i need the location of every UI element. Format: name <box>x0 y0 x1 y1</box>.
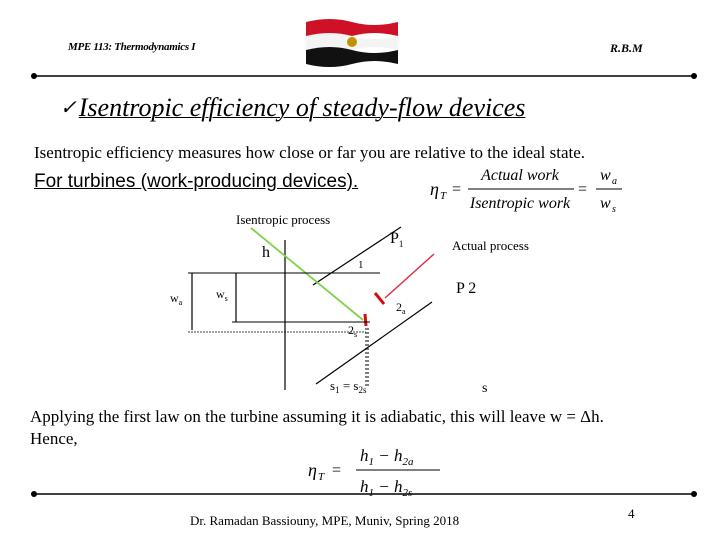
author-initials: R.B.M <box>610 41 643 55</box>
slide-title <box>60 93 525 123</box>
denominator-h: $h_1 - h_{2s}$ <box>360 477 413 499</box>
ws-symbol: w <box>600 195 611 212</box>
equals-sign-2: = <box>578 181 588 198</box>
hs-diagram <box>170 210 550 400</box>
numerator-h: $h_1 - h_{2a}$ <box>360 446 414 468</box>
eta-subscript-2: T <box>318 471 325 483</box>
p2-label: P 2 <box>456 280 477 297</box>
point-2a-label: $2_a$ <box>396 300 406 316</box>
equals-sign-3: = <box>332 462 342 479</box>
egypt-flag-icon <box>302 16 402 70</box>
checkmark-icon: ✓ <box>60 97 77 119</box>
ws-subscript: s <box>612 204 616 215</box>
first-law-paragraph: Applying the first law on the turbine assuming it is adiabatic, this will leave w = Δh. Hence, <box>30 407 604 448</box>
s1-equals-s2s-label: $s_1 = s_{2s}$ <box>330 378 367 395</box>
footer-credit: Dr. Ramadan Bassiouny, MPE, Muniv, Spring 2018 <box>190 513 460 528</box>
point-2s-label: $2_s$ <box>348 323 358 339</box>
header-divider <box>30 72 698 80</box>
denominator-text: Isentropic work <box>469 195 571 212</box>
wa-symbol: w <box>600 167 611 184</box>
h-axis-label: h <box>262 244 270 261</box>
ws-label: $w_s$ <box>216 287 228 303</box>
wa-subscript: a <box>612 176 617 187</box>
intro-paragraph: Isentropic efficiency measures how close or far you are relative to the ideal state. <box>34 143 586 162</box>
eta-symbol: η <box>430 179 439 199</box>
page-number: 4 <box>628 506 635 521</box>
point-1-label: 1 <box>358 259 364 271</box>
isentropic-process-label: Isentropic process <box>236 212 331 227</box>
footer-divider <box>30 490 698 498</box>
equals-sign: = <box>452 181 462 198</box>
slide-title-text: Isentropic efficiency of steady-flow devices <box>78 93 526 122</box>
numerator-text: Actual work <box>481 167 559 184</box>
turbines-subheading: For turbines (work-producing devices). <box>34 171 359 192</box>
eta-symbol-2: η <box>308 460 317 480</box>
p1-label: $P_1$ <box>390 230 404 249</box>
course-header: MPE 113: Thermodynamics I <box>68 41 196 53</box>
eta-subscript: T <box>440 190 447 202</box>
wa-label: $w_a$ <box>170 291 183 307</box>
s-axis-label: s <box>482 381 488 396</box>
actual-process-label: Actual process <box>452 238 529 253</box>
